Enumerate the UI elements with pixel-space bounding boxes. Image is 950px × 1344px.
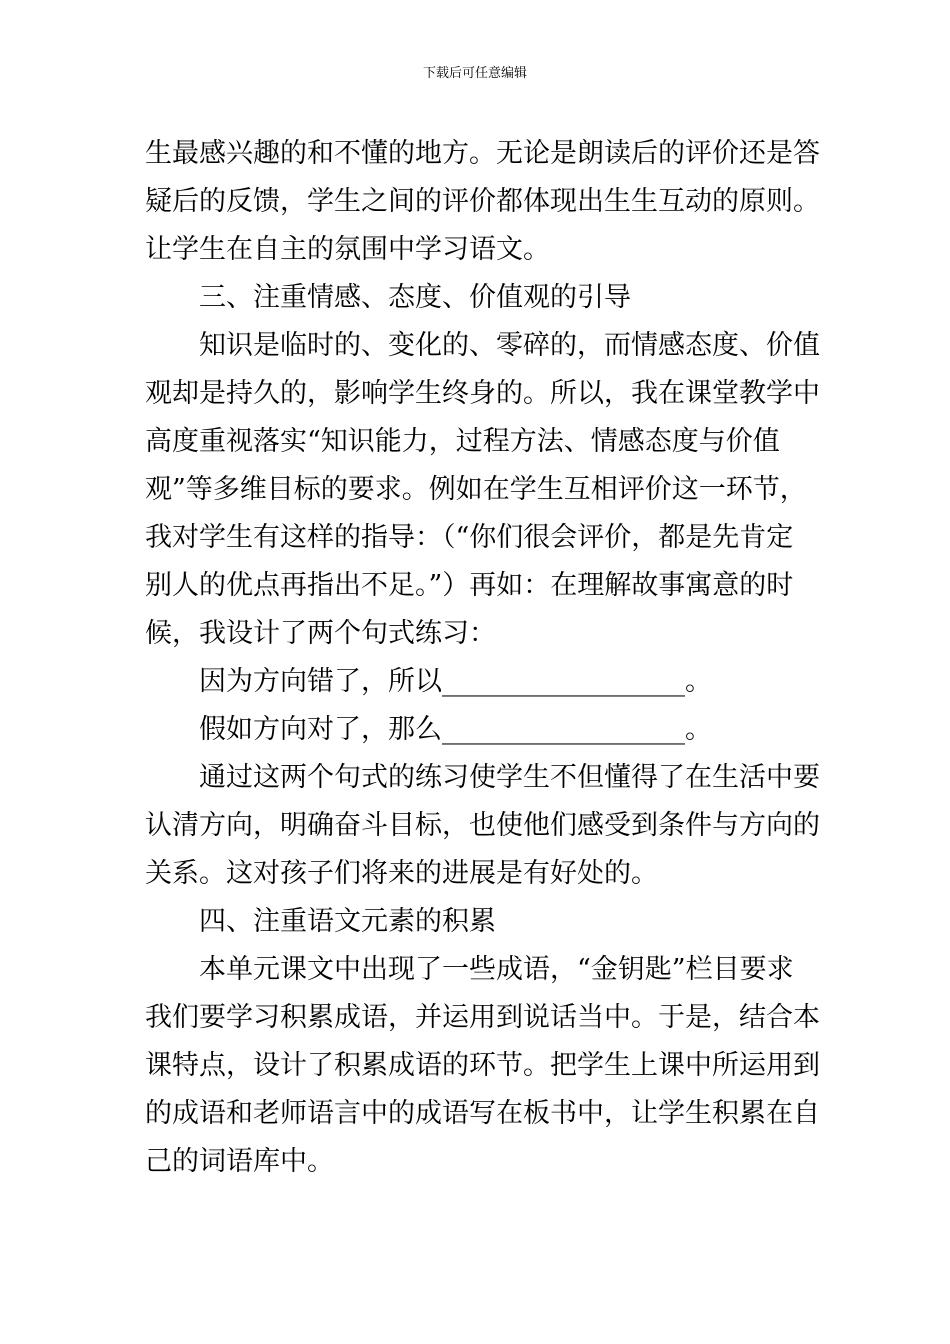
text-line: 知识是临时的、变化的、零碎的，而情感态度、价值 xyxy=(199,330,820,361)
exercise-line: 假如方向对了，那么__________________。 xyxy=(199,714,712,745)
text-line: 本单元课文中出现了一些成语，“金钥匙”栏目要求 xyxy=(199,954,794,985)
text-line: 关系。这对孩子们将来的进展是有好处的。 xyxy=(145,858,658,889)
page-header: 下载后可任意编辑 xyxy=(422,66,527,81)
text-line: 通过这两个句式的练习使学生不但懂得了在生活中要 xyxy=(199,762,820,793)
text-line: 课特点，设计了积累成语的环节。把学生上课中所运用到 xyxy=(145,1050,820,1081)
text-line: 我们要学习积累成语，并运用到说话当中。于是，结合本 xyxy=(145,1002,820,1033)
text-line: 我对学生有这样的指导：（“你们很会评价，都是先肯定 xyxy=(145,522,794,553)
text-line: 观”等多维目标的要求。例如在学生互相评价这一环节， xyxy=(145,474,807,505)
text-line: 观却是持久的，影响学生终身的。所以，我在课堂教学中 xyxy=(145,378,820,409)
text-line: 疑后的反馈，学生之间的评价都体现出生生互动的原则。 xyxy=(145,186,820,217)
text-line: 认清方向，明确奋斗目标，也使他们感受到条件与方向的 xyxy=(145,810,820,841)
document-body xyxy=(145,130,820,1186)
text-line: 己的词语库中。 xyxy=(145,1146,334,1177)
text-line: 的成语和老师语言中的成语写在板书中，让学生积累在自 xyxy=(145,1098,820,1129)
text-line: 高度重视落实“知识能力，过程方法、情感态度与价值 xyxy=(145,426,780,457)
section-heading: 三、注重情感、态度、价值观的引导 xyxy=(199,282,631,313)
text-line: 让学生在自主的氛围中学习语文。 xyxy=(145,234,550,265)
text-line: 候，我设计了两个句式练习： xyxy=(145,618,496,649)
section-heading: 四、注重语文元素的积累 xyxy=(199,906,496,937)
text-line: 别人的优点再指出不足。”）再如：在理解故事寓意的时 xyxy=(145,570,794,601)
exercise-line: 因为方向错了，所以__________________。 xyxy=(199,666,712,697)
text-line: 生最感兴趣的和不懂的地方。无论是朗读后的评价还是答 xyxy=(145,138,820,169)
